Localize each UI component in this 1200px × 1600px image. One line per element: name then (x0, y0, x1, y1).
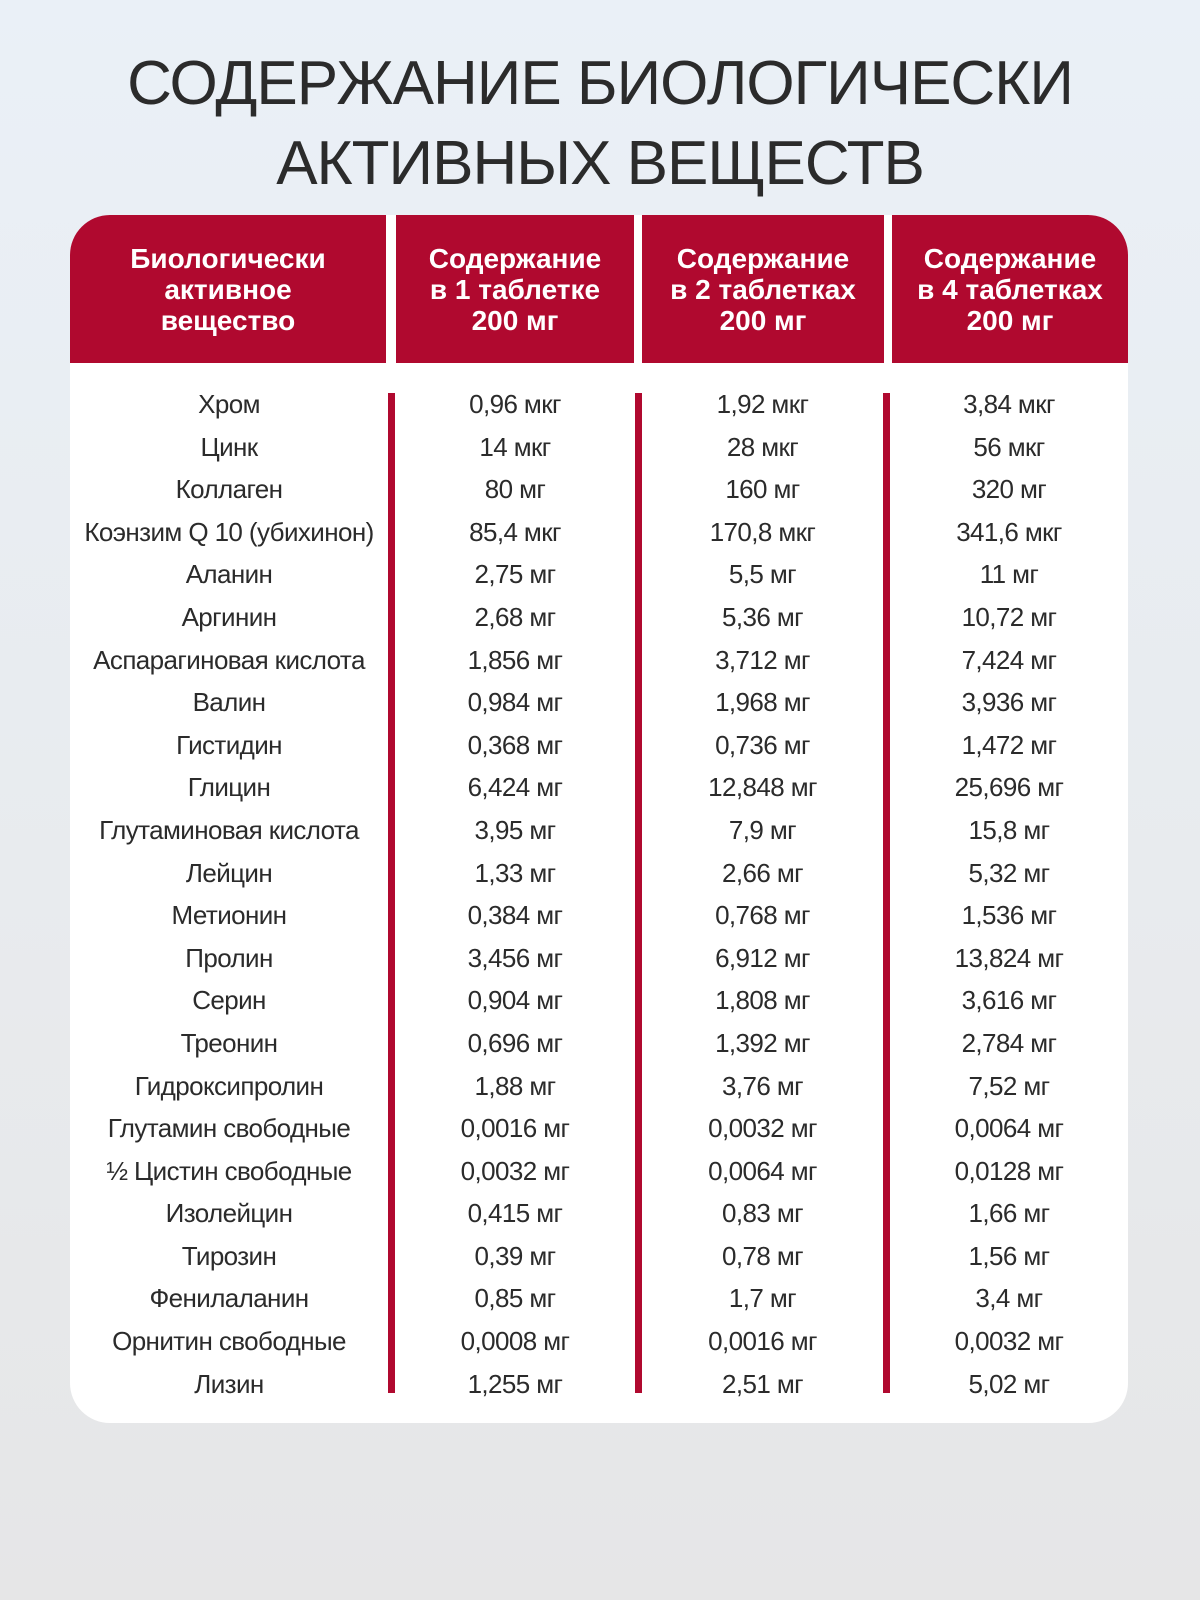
one-tablet-cell: 0,696 мг (467, 1027, 563, 1058)
two-tablets-cell: 0,78 мг (722, 1240, 803, 1271)
header-1-tablet-line: 200 мг (471, 304, 559, 336)
nutrient-table-card (70, 215, 1128, 1423)
table-row (70, 383, 1128, 426)
two-tablets-cell: 6,912 мг (715, 942, 810, 973)
substance-cell: Гистидин (176, 729, 282, 760)
one-tablet-cell: 2,68 мг (474, 601, 556, 632)
two-tablets-cell: 1,92 мкг (716, 389, 809, 419)
header-1-tablet-line: в 1 таблетке (429, 273, 601, 305)
one-tablet-cell: 0,85 мг (474, 1283, 556, 1314)
two-tablets-cell: 170,8 мкг (709, 516, 816, 547)
one-tablet-cell: 1,88 мг (474, 1070, 556, 1101)
four-tablets-cell: 11 мг (979, 559, 1039, 590)
one-tablet-cell: 85,4 мкг (469, 516, 561, 547)
one-tablet-cell: 1,33 мг (474, 857, 556, 888)
four-tablets-cell: 5,02 мг (968, 1368, 1050, 1399)
four-tablets-cell: 320 мг (971, 474, 1047, 505)
two-tablets-cell: 12,848 мг (708, 772, 817, 803)
four-tablets-cell: 3,936 мг (961, 687, 1057, 718)
substance-cell: Цинк (200, 431, 258, 462)
four-tablets-cell: 7,424 мг (961, 644, 1057, 675)
substance-cell: Глутаминовая кислота (99, 814, 359, 845)
header-4-tablets-line: в 4 таблетках (917, 273, 1103, 305)
one-tablet-cell: 0,904 мг (467, 985, 563, 1016)
substance-cell: Лизин (194, 1368, 264, 1399)
table-body (70, 383, 1128, 1405)
four-tablets-cell: 1,66 мг (968, 1198, 1050, 1229)
header-2-tablets-line: в 2 таблетках (670, 273, 856, 305)
two-tablets-cell: 1,7 мг (728, 1283, 797, 1314)
four-tablets-cell: 5,32 мг (968, 857, 1050, 888)
four-tablets-cell: 56 мкг (973, 431, 1045, 462)
table-row (70, 852, 1128, 895)
substance-cell: Глутамин свободные (107, 1113, 351, 1144)
table-row (70, 468, 1128, 511)
one-tablet-cell: 1,856 мг (467, 644, 563, 675)
two-tablets-cell: 1,392 мг (715, 1027, 810, 1058)
table-row (70, 937, 1128, 980)
substance-cell: Метионин (171, 900, 287, 931)
four-tablets-cell: 13,824 мг (954, 942, 1064, 973)
header-2-tablets-line: 200 мг (719, 304, 807, 336)
four-tablets-cell: 15,8 мг (968, 814, 1050, 845)
two-tablets-cell: 0,0016 мг (708, 1326, 817, 1357)
four-tablets-cell: 0,0032 мг (954, 1326, 1064, 1357)
two-tablets-cell: 0,768 мг (715, 900, 810, 931)
table-header (70, 215, 1128, 363)
two-tablets-cell: 28 мкг (726, 431, 799, 462)
one-tablet-cell: 3,456 мг (467, 942, 563, 973)
table-row (70, 1320, 1128, 1363)
two-tablets-cell: 5,5 мг (728, 559, 797, 590)
table-row (70, 1107, 1128, 1150)
one-tablet-cell: 14 мкг (479, 431, 551, 462)
one-tablet-cell: 1,255 мг (467, 1368, 563, 1399)
header-4-tablets-line: Содержание (923, 242, 1097, 274)
two-tablets-cell: 5,36 мг (722, 601, 803, 632)
four-tablets-cell: 0,0128 мг (954, 1155, 1064, 1186)
table-row (70, 1235, 1128, 1278)
header-substance-line: вещество (160, 304, 296, 336)
substance-cell: Хром (198, 389, 260, 419)
header-substance-line: Биологически (130, 242, 326, 274)
four-tablets-cell: 3,4 мг (975, 1283, 1043, 1314)
four-tablets-cell: 1,536 мг (961, 900, 1057, 931)
header-4-tablets-line: 200 мг (966, 304, 1054, 336)
four-tablets-cell: 0,0064 мг (954, 1113, 1064, 1144)
four-tablets-cell: 3,616 мг (961, 985, 1057, 1016)
substance-cell: Валин (192, 687, 266, 718)
table-row (70, 681, 1128, 724)
table-row (70, 1022, 1128, 1065)
two-tablets-cell: 1,808 мг (715, 985, 810, 1016)
one-tablet-cell: 0,96 мкг (469, 389, 561, 419)
table-row (70, 809, 1128, 852)
substance-cell: Коллаген (175, 474, 283, 505)
two-tablets-cell: 1,968 мг (715, 687, 810, 718)
substance-cell: Пролин (185, 942, 273, 973)
table-row (70, 1065, 1128, 1108)
substance-cell: Фенилаланин (149, 1283, 309, 1314)
table-row (70, 1192, 1128, 1235)
two-tablets-cell: 160 мг (725, 474, 800, 505)
table-row (70, 1277, 1128, 1320)
table-row (70, 426, 1128, 469)
two-tablets-cell: 2,51 мг (722, 1368, 803, 1399)
one-tablet-cell: 0,368 мг (467, 729, 563, 760)
substance-cell: Орнитин свободные (112, 1326, 346, 1357)
four-tablets-cell: 1,56 мг (968, 1240, 1050, 1271)
table-row (70, 1150, 1128, 1193)
table-row (70, 724, 1128, 767)
table-row (70, 596, 1128, 639)
one-tablet-cell: 0,384 мг (467, 900, 563, 931)
substance-cell: Аспарагиновая кислота (93, 644, 365, 675)
substance-cell: Гидроксипролин (134, 1070, 324, 1101)
two-tablets-cell: 0,736 мг (715, 729, 810, 760)
one-tablet-cell: 2,75 мг (474, 559, 556, 590)
one-tablet-cell: 0,415 мг (467, 1198, 563, 1229)
four-tablets-cell: 341,6 мкг (956, 516, 1062, 547)
header-2-tablets-line: Содержание (676, 242, 850, 274)
table-row (70, 894, 1128, 937)
one-tablet-cell: 0,0008 мг (460, 1326, 570, 1357)
two-tablets-cell: 0,0032 мг (708, 1113, 817, 1144)
substance-cell: Аланин (185, 559, 273, 590)
substance-cell: Треонин (180, 1027, 278, 1058)
one-tablet-cell: 0,0016 мг (460, 1113, 570, 1144)
header-1-tablet-line: Содержание (428, 242, 602, 274)
four-tablets-cell: 2,784 мг (961, 1027, 1057, 1058)
header-2-tablets (642, 215, 884, 363)
header-substance-line: активное (164, 273, 292, 305)
header-substance (70, 215, 386, 363)
two-tablets-cell: 3,76 мг (722, 1070, 803, 1101)
substance-cell: Серин (192, 985, 266, 1016)
substance-cell: Глицин (187, 772, 271, 803)
header-1-tablet (396, 215, 634, 363)
four-tablets-cell: 7,52 мг (968, 1070, 1050, 1101)
one-tablet-cell: 3,95 мг (474, 814, 556, 845)
substance-cell: Тирозин (181, 1240, 277, 1271)
one-tablet-cell: 0,0032 мг (460, 1155, 570, 1186)
page-title-line-2: АКТИВНЫХ ВЕЩЕСТВ (276, 129, 924, 198)
two-tablets-cell: 7,9 мг (728, 814, 797, 845)
one-tablet-cell: 80 мг (484, 474, 546, 505)
table-row (70, 1363, 1128, 1406)
substance-cell: ½ Цистин свободные (106, 1155, 352, 1186)
substance-cell: Коэнзим Q 10 (убихинон) (84, 516, 374, 547)
two-tablets-cell: 2,66 мг (722, 857, 803, 888)
four-tablets-cell: 3,84 мкг (963, 389, 1055, 419)
table-row (70, 639, 1128, 682)
four-tablets-cell: 1,472 мг (961, 729, 1057, 760)
substance-cell: Аргинин (181, 601, 277, 632)
substance-cell: Изолейцин (165, 1198, 293, 1229)
one-tablet-cell: 0,39 мг (474, 1240, 556, 1271)
table-row (70, 766, 1128, 809)
page-title (0, 44, 1200, 204)
one-tablet-cell: 6,424 мг (467, 772, 563, 803)
one-tablet-cell: 0,984 мг (467, 687, 563, 718)
table-row (70, 553, 1128, 596)
header-4-tablets (892, 215, 1128, 363)
table-row (70, 511, 1128, 554)
substance-cell: Лейцин (185, 857, 273, 888)
four-tablets-cell: 10,72 мг (961, 601, 1057, 632)
table-row (70, 979, 1128, 1022)
two-tablets-cell: 0,0064 мг (708, 1155, 817, 1186)
two-tablets-cell: 3,712 мг (715, 644, 810, 675)
two-tablets-cell: 0,83 мг (722, 1198, 803, 1229)
four-tablets-cell: 25,696 мг (954, 772, 1064, 803)
page-title-line-1: СОДЕРЖАНИЕ БИОЛОГИЧЕСКИ (127, 49, 1073, 118)
